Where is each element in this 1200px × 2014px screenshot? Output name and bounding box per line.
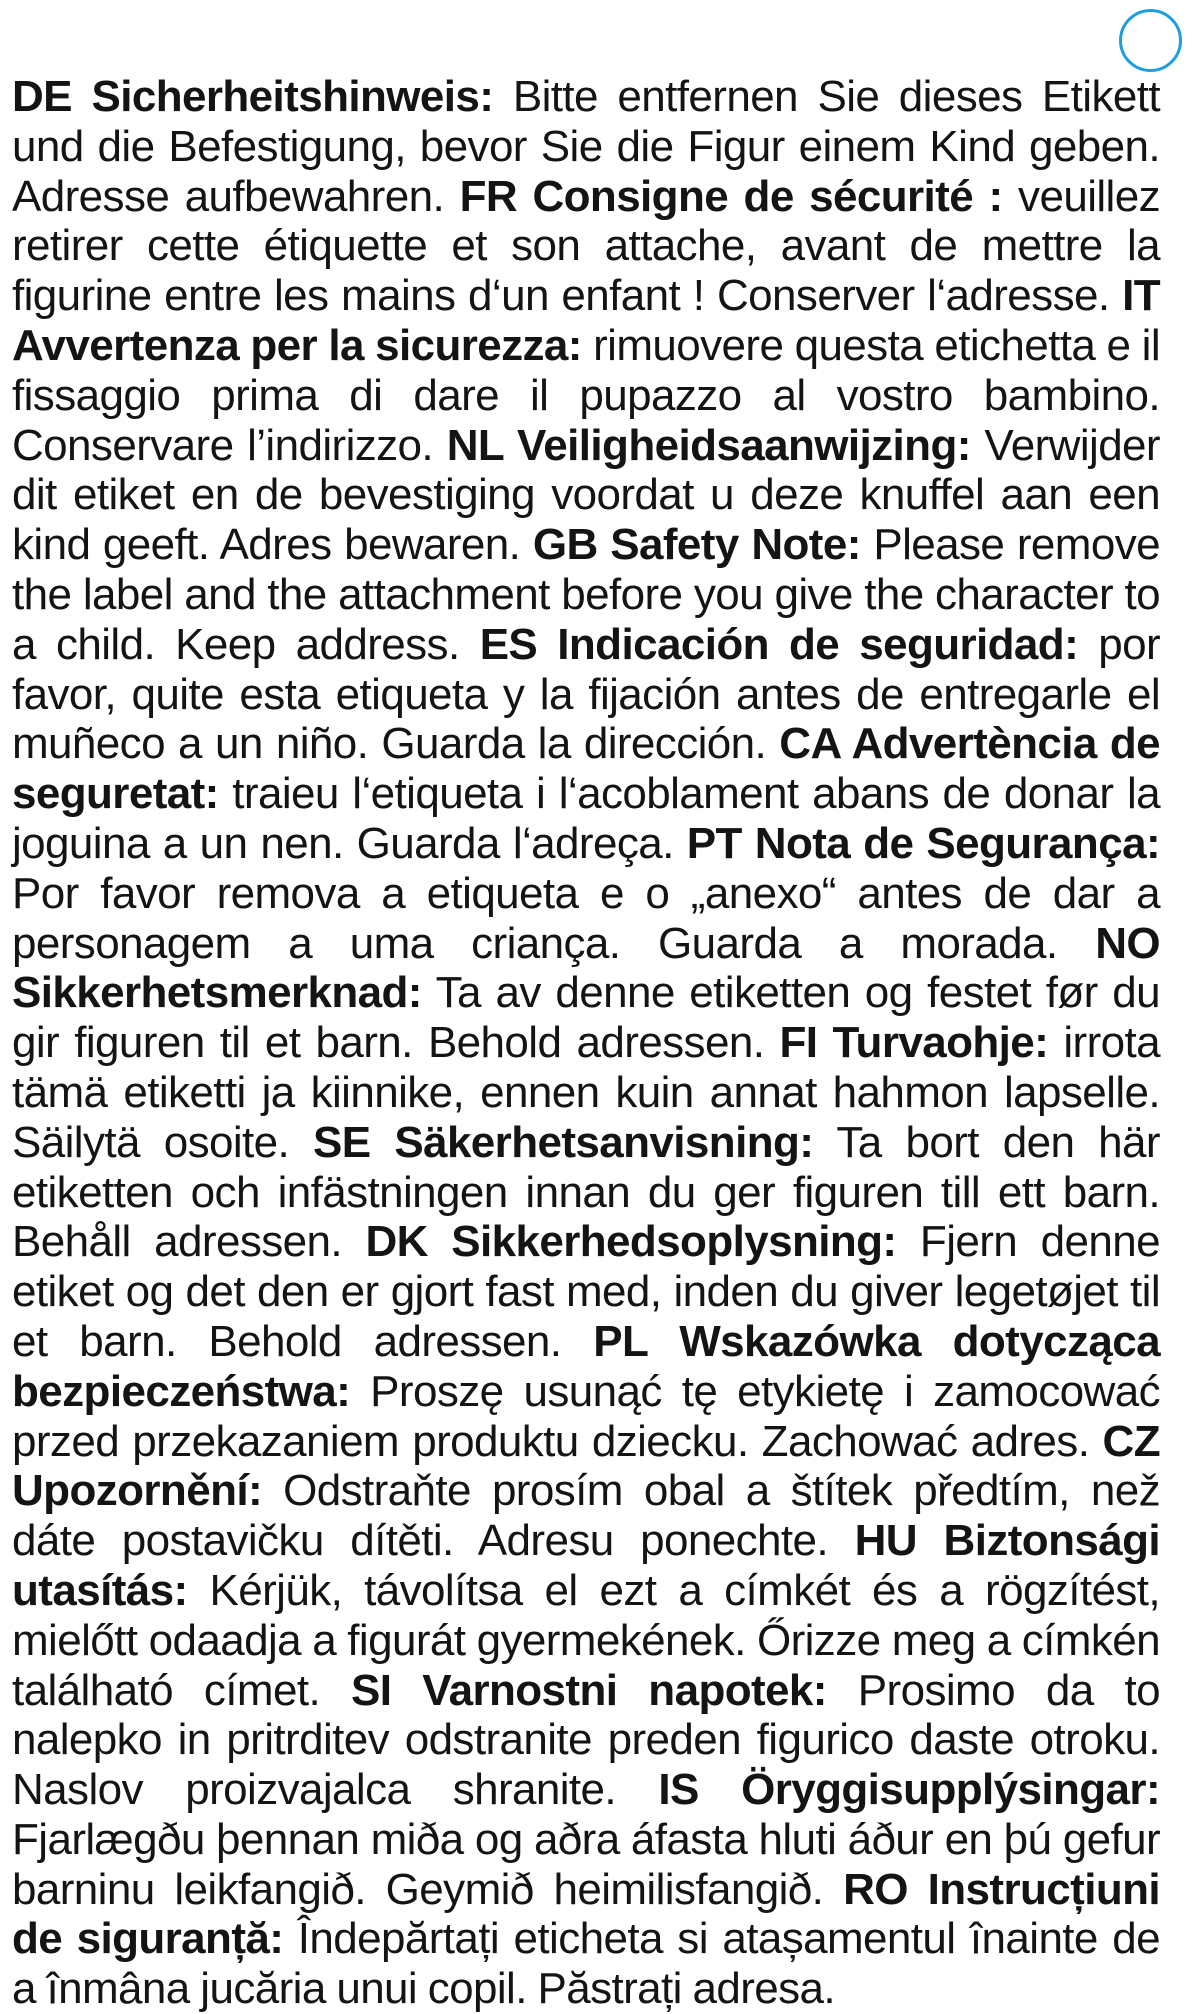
warning-heading-se: SE Säkerhetsanvisning: [312, 1117, 814, 1167]
warning-heading-dk: DK Sikkerhedsoplysning: [365, 1217, 897, 1267]
warning-text-se: Ta bort den här etiketten och infästningen innan du ger figuren till ett barn. Behåll adressen. [12, 1117, 1160, 1267]
warning-heading-is: IS Öryggisupplýsingar: [658, 1765, 1161, 1815]
warning-heading-fr: FR Consigne de sécurité : [459, 171, 1003, 221]
warning-text-si: Prosimo da to nalepko in pritrditev odstranite preden figurico daste otroku. Naslov proizvajalca shranite. [12, 1665, 1161, 1815]
warning-text-es: por favor, quite esta etiqueta y la fijación antes de entregarle el muñeco a un niño. Guarda la dirección. [12, 619, 1161, 769]
warning-text-gb: Please remove the label and the attachment before you give the character to a child. Keep address. [12, 520, 1160, 669]
warning-text-dk: Fjern denne etiket og det den er gjort fast med, inden du giver legetøjet til et barn. Behold adressen. [12, 1217, 1160, 1366]
warning-heading-cz: CZ Upozornění: [12, 1416, 1160, 1516]
hang-hole-circle-icon [1119, 9, 1182, 72]
warning-heading-gb: GB Safety Note: [532, 520, 861, 570]
warning-text-hu: Kérjük, távolítsa el ezt a címkét és a rögzítést, mielőtt odaadja a figurát gyermekének. Őrizze meg a címkén található címet. [12, 1565, 1160, 1715]
warning-heading-pt: PT Nota de Segurança: [686, 818, 1160, 868]
warning-text-de: Bitte entfernen Sie dieses Etikett und die Befestigung, bevor Sie die Figur einem Kind geben. Adresse aufbewahren. [12, 72, 1160, 221]
warning-text-it: rimuovere questa etichetta e il fissaggio prima di dare il pupazzo al vostro bambino. Conservare l’indirizzo. [12, 320, 1160, 470]
warning-text-ro: Îndepărtați eticheta si atașamentul înainte de a înmâna jucăria unui copil. Păstrați adresa. [12, 1914, 1161, 2014]
warning-heading-si: SI Varnostni napotek: [351, 1665, 827, 1715]
warning-text-nl: Verwijder dit etiket en de bevestiging voordat u deze knuffel aan een kind geeft. Adres bewaren. [12, 420, 1160, 570]
warning-text-fr: veuillez retirer cette étiquette et son attache, avant de mettre la figurine entre les mains d‘un enfant ! Conserver l‘adresse. [12, 171, 1160, 321]
safety-warning-text [12, 72, 1160, 2014]
warning-heading-ro: RO Instrucțiuni de siguranță: [12, 1864, 1161, 1964]
warning-text-pt: Por favor remova a etiqueta e o „anexo“ antes de dar a personagem a uma criança. Guarda a morada. [12, 868, 1160, 968]
warning-heading-ca: CA Advertència de seguretat: [12, 719, 1161, 819]
warning-heading-es: ES Indicación de seguridad: [479, 619, 1079, 669]
warning-text-ca: traieu l‘etiqueta i l‘acoblament abans de donar la joguina a un nen. Guarda l‘adreça. [12, 769, 1160, 868]
warning-heading-pl: PL Wskazówka dotycząca bezpieczeństwa: [12, 1316, 1160, 1416]
warning-heading-no: NO Sikkerhetsmerknad: [12, 918, 1160, 1018]
warning-heading-hu: HU Biztonsági utasítás: [12, 1516, 1160, 1615]
warning-heading-it: IT Avvertenza per la sicurezza: [12, 271, 1160, 370]
warning-heading-fi: FI Turvaohje: [779, 1018, 1049, 1068]
warning-text-no: Ta av denne etiketten og festet før du gir figuren til et barn. Behold adressen. [12, 968, 1160, 1068]
warning-text-fi: irrota tämä etiketti ja kiinnike, ennen kuin annat hahmon lapselle. Säilytä osoite. [12, 1018, 1160, 1167]
warning-heading-de: DE Sicherheitshinweis: [12, 72, 494, 121]
warning-text-pl: Proszę usunąć tę etykietę i zamocować przed przekazaniem produktu dziecku. Zachować adres. [12, 1366, 1160, 1466]
warning-heading-nl: NL Veiligheidsaanwijzing: [446, 420, 971, 470]
warning-text-cz: Odstraňte prosím obal a štítek předtím, než dáte postavičku dítěti. Adresu ponechte. [12, 1466, 1160, 1566]
warning-text-is: Fjarlægðu þennan miða og aðra áfasta hluti áður en þú gefur barninu leikfangið. Geymið heimilisfangið. [12, 1814, 1160, 1914]
